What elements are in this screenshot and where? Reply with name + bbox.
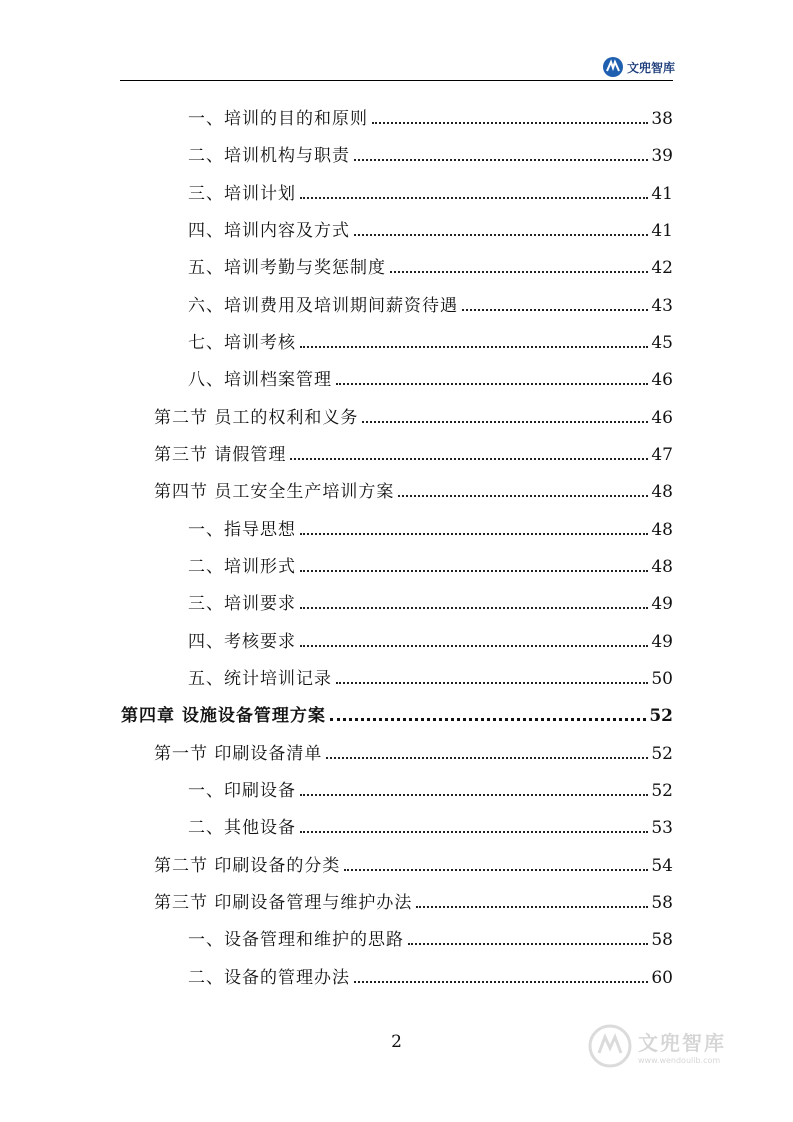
toc-entry-label: 二、培训机构与职责 [188, 146, 350, 166]
toc-entry-page: 42 [651, 258, 673, 278]
toc-leader [300, 607, 648, 609]
toc-leader [330, 718, 646, 721]
toc-entry[interactable] [188, 367, 673, 393]
toc-entry-page: 46 [651, 370, 673, 390]
toc-leader [462, 309, 648, 311]
toc-chapter-label: 第四章 设施设备管理方案 [121, 706, 326, 726]
toc-section-label: 第三节 印刷设备管理与维护办法 [154, 893, 413, 913]
toc-leader [336, 682, 648, 684]
toc-entry-page: 49 [651, 594, 673, 614]
toc-entry-page: 41 [651, 221, 673, 241]
toc-leader [300, 645, 648, 647]
toc-entry[interactable] [188, 106, 673, 132]
toc-entry[interactable] [188, 517, 673, 543]
toc-leader [344, 869, 648, 871]
toc-section-label: 第二节 员工的权利和义务 [154, 408, 359, 428]
toc-entry-label: 一、设备管理和维护的思路 [188, 930, 404, 950]
toc-leader [354, 981, 648, 983]
toc-section-page: 58 [651, 893, 673, 913]
toc-leader [390, 271, 648, 273]
brand-name: 文兜智库 [627, 60, 676, 75]
toc-section-page: 52 [651, 744, 673, 764]
toc-entry[interactable] [188, 218, 673, 244]
toc-entry[interactable] [188, 778, 673, 804]
toc-entry-page: 48 [651, 557, 673, 577]
toc-leader [326, 757, 648, 759]
toc-entry-page: 58 [651, 930, 673, 950]
toc-section[interactable] [154, 479, 673, 505]
toc-entry-label: 二、培训形式 [188, 557, 296, 577]
toc-leader [300, 794, 648, 796]
watermark-name: 文兜智库 [638, 1031, 726, 1055]
toc-entry-label: 一、培训的目的和原则 [188, 109, 368, 129]
toc-entry-label: 四、培训内容及方式 [188, 221, 350, 241]
toc-entry-label: 三、培训要求 [188, 594, 296, 614]
toc-entry[interactable] [188, 181, 673, 207]
header-brand [602, 57, 675, 77]
page-number: 2 [391, 1032, 402, 1052]
toc-section[interactable] [154, 741, 673, 767]
toc-leader [290, 458, 648, 460]
toc-leader [408, 943, 648, 945]
toc-section-label: 第四节 员工安全生产培训方案 [154, 482, 395, 502]
toc-leader [300, 831, 648, 833]
toc-section-page: 47 [651, 445, 673, 465]
toc-entry[interactable] [188, 815, 673, 841]
toc-entry-page: 50 [651, 669, 673, 689]
toc-leader [336, 383, 648, 385]
toc-leader [300, 533, 648, 535]
toc-entry[interactable] [188, 965, 673, 991]
toc-leader [300, 197, 648, 199]
toc-entry-label: 二、其他设备 [188, 818, 296, 838]
toc-leader [362, 421, 648, 423]
toc-leader [372, 122, 648, 124]
toc-entry-label: 二、设备的管理办法 [188, 968, 350, 988]
toc-section[interactable] [154, 853, 673, 879]
toc-section[interactable] [154, 890, 673, 916]
toc-entry-page: 53 [651, 818, 673, 838]
toc-leader [398, 495, 648, 497]
toc-entry-page: 43 [651, 296, 673, 316]
toc-entry-page: 49 [651, 632, 673, 652]
toc-entry-page: 39 [651, 146, 673, 166]
toc-section-page: 46 [651, 408, 673, 428]
header-divider [120, 80, 673, 81]
toc-section-label: 第二节 印刷设备的分类 [154, 856, 341, 876]
toc-entry[interactable] [188, 293, 673, 319]
toc-chapter[interactable] [121, 703, 673, 729]
toc-entry[interactable] [188, 330, 673, 356]
toc-entry-label: 五、培训考勤与奖惩制度 [188, 258, 386, 278]
toc-entry-label: 八、培训档案管理 [188, 370, 332, 390]
toc-entry-page: 60 [651, 968, 673, 988]
toc-leader [354, 234, 648, 236]
toc-entry[interactable] [188, 927, 673, 953]
toc-leader [300, 570, 648, 572]
toc-entry[interactable] [188, 666, 673, 692]
toc-section-label: 第三节 请假管理 [154, 445, 287, 465]
toc-entry-page: 41 [651, 184, 673, 204]
toc-leader [416, 906, 648, 908]
toc-entry[interactable] [188, 143, 673, 169]
watermark-url: www.wendoulib.com [638, 1056, 721, 1065]
toc-entry-label: 六、培训费用及培训期间薪资待遇 [188, 296, 458, 316]
toc-leader [300, 346, 648, 348]
toc-section-label: 第一节 印刷设备清单 [154, 744, 323, 764]
toc-entry-label: 三、培训计划 [188, 184, 296, 204]
toc-leader [354, 159, 648, 161]
toc-entry-label: 五、统计培训记录 [188, 669, 332, 689]
toc-entry[interactable] [188, 255, 673, 281]
toc-entry[interactable] [188, 554, 673, 580]
toc-section-page: 54 [651, 856, 673, 876]
toc-entry-page: 48 [651, 520, 673, 540]
watermark-logo-icon [588, 1024, 632, 1068]
watermark-text [638, 1027, 726, 1065]
toc-entry-label: 一、指导思想 [188, 520, 296, 540]
toc-entry[interactable] [188, 591, 673, 617]
toc-entry[interactable] [188, 629, 673, 655]
toc-chapter-page: 52 [649, 706, 673, 726]
toc-section-page: 48 [651, 482, 673, 502]
toc-entry-page: 38 [651, 109, 673, 129]
toc-section[interactable] [154, 405, 673, 431]
watermark [588, 1022, 748, 1070]
toc-entry-label: 七、培训考核 [188, 333, 296, 353]
toc-section[interactable] [154, 442, 673, 468]
toc-entry-page: 52 [651, 781, 673, 801]
toc-entry-label: 四、考核要求 [188, 632, 296, 652]
toc-entry-page: 45 [651, 333, 673, 353]
brand-logo-icon [602, 56, 624, 78]
toc-entry-label: 一、印刷设备 [188, 781, 296, 801]
